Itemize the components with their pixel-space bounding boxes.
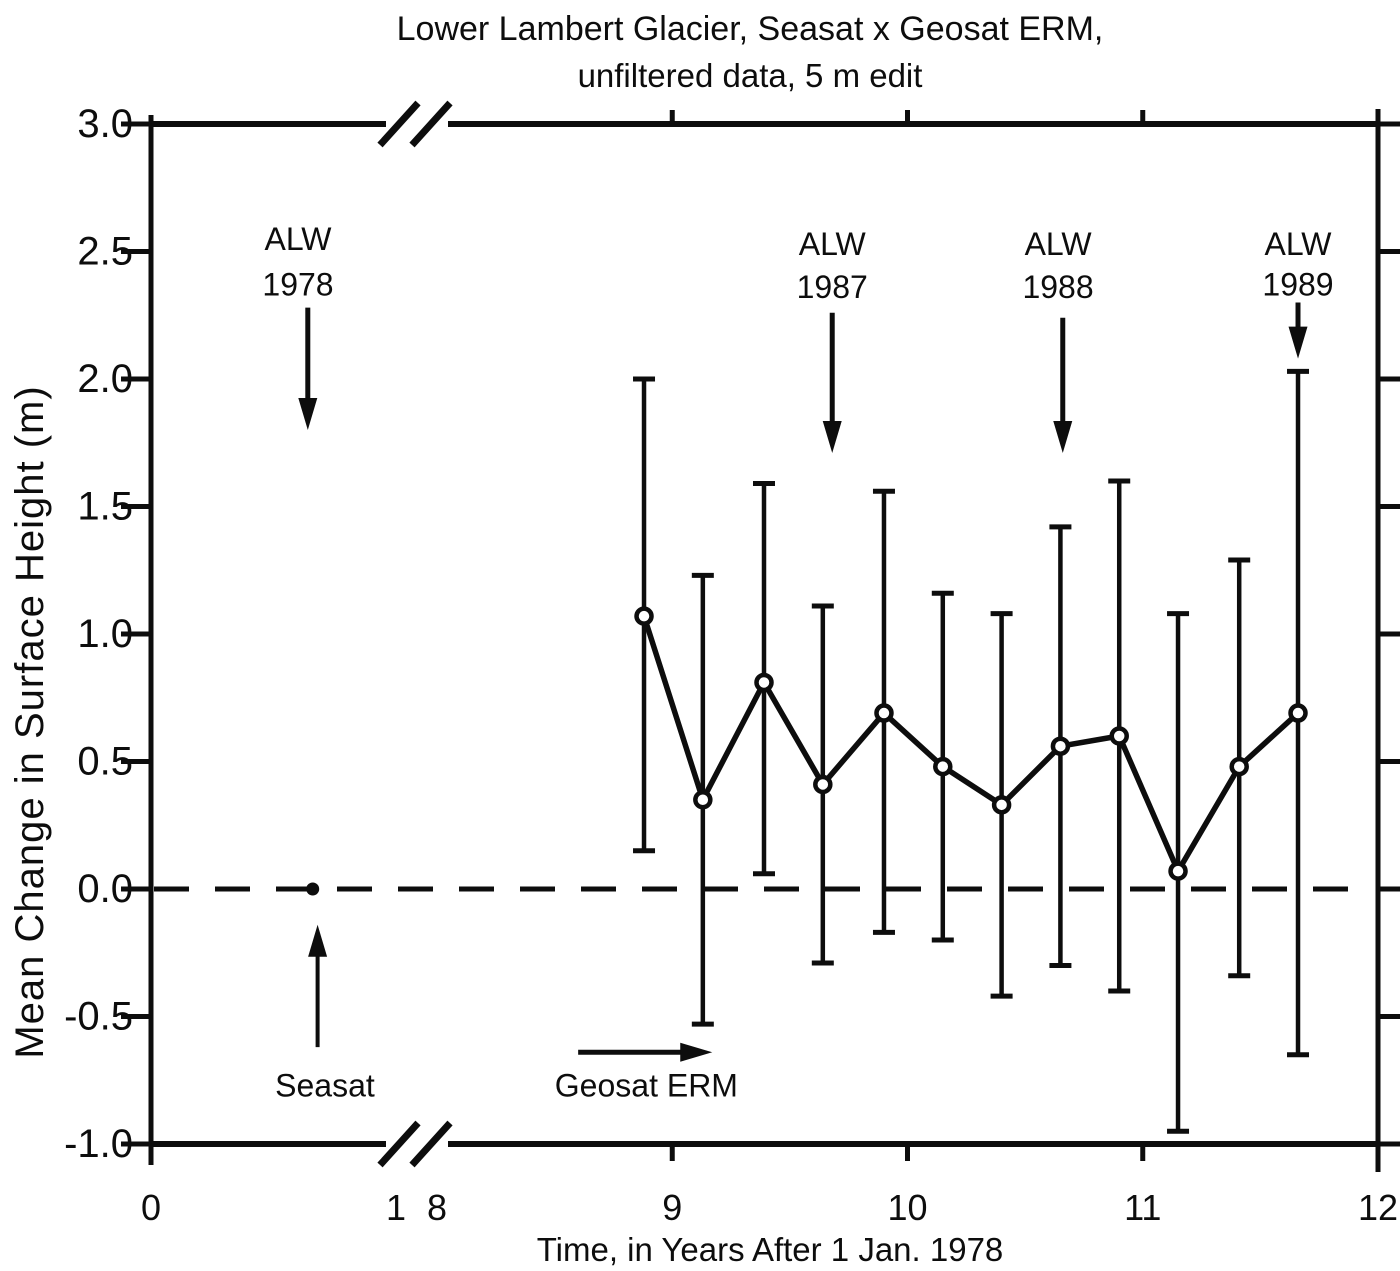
annotation-seasat-line1: Seasat (275, 1067, 375, 1104)
annotation-seasat-arrowhead (308, 925, 327, 957)
axis-break-slash-2-top (412, 103, 450, 145)
y-tick-label-1.5: 1.5 (77, 484, 133, 529)
data-point-marker-3 (756, 675, 771, 690)
x-tick-label-1: 1 (385, 1187, 407, 1228)
data-point-marker-11 (1232, 759, 1247, 774)
annotation-alw-1989-line1: ALW (1264, 225, 1332, 262)
data-point-marker-4 (815, 777, 830, 792)
x-tick-label-9: 9 (662, 1187, 683, 1228)
x-tick-label-0: 0 (140, 1187, 162, 1228)
annotation-alw-1987-line1: ALW (798, 225, 866, 262)
annotation-alw-1988-arrowhead (1053, 421, 1072, 453)
annotation-alw-1989-arrowhead (1289, 327, 1308, 359)
annotation-alw-1987-line2: 1987 (796, 269, 868, 306)
annotation-alw-1978-arrowhead (298, 398, 317, 430)
y-axis-title: Mean Change in Surface Height (m) (8, 385, 52, 1059)
y-tick-label-1.0: 1.0 (77, 612, 133, 656)
y-tick-label-0.5: 0.5 (77, 739, 133, 784)
annotation-geosat-erm-line1: Geosat ERM (554, 1067, 738, 1104)
data-series-line (644, 616, 1298, 871)
annotation-alw-1988-line2: 1988 (1022, 269, 1094, 306)
x-tick-label-12: 12 (1357, 1187, 1399, 1228)
annotation-geosat-erm-arrowhead (680, 1043, 712, 1062)
x-tick-label-10: 10 (887, 1187, 928, 1228)
y-tick-label--1.0: -1.0 (64, 1122, 133, 1166)
annotation-alw-1978-line2: 1978 (262, 266, 334, 303)
axis-break-slash-2-bottom (412, 1123, 450, 1165)
annotation-alw-1989-line2: 1989 (1262, 266, 1334, 303)
y-tick-label-2.5: 2.5 (77, 229, 133, 274)
chart-title-line2: unfiltered data, 5 m edit (577, 57, 923, 94)
x-axis-title: Time, in Years After 1 Jan. 1978 (536, 1231, 1004, 1268)
data-point-marker-9 (1112, 729, 1127, 744)
data-point-marker-12 (1291, 706, 1306, 721)
data-point-marker-8 (1053, 739, 1068, 754)
data-point-marker-10 (1171, 864, 1186, 879)
y-tick-label-3.0: 3.0 (77, 102, 133, 146)
x-tick-label-8: 8 (426, 1187, 448, 1228)
x-tick-label-11: 11 (1124, 1187, 1162, 1228)
data-point-marker-5 (876, 706, 891, 721)
data-point-marker-7 (994, 797, 1009, 812)
chart-title-line1: Lower Lambert Glacier, Seasat x Geosat ERM, (396, 10, 1104, 48)
data-point-marker-2 (695, 792, 710, 807)
y-tick-label-0.0: 0.0 (77, 867, 133, 911)
annotation-alw-1978-line1: ALW (264, 220, 332, 257)
annotation-alw-1988-line1: ALW (1024, 225, 1092, 262)
y-tick-label--0.5: -0.5 (64, 994, 133, 1039)
reference-point-seasat (306, 883, 319, 896)
data-point-marker-1 (637, 609, 652, 624)
annotation-alw-1987-arrowhead (823, 421, 842, 453)
y-tick-label-2.0: 2.0 (77, 357, 133, 401)
data-point-marker-6 (935, 759, 950, 774)
